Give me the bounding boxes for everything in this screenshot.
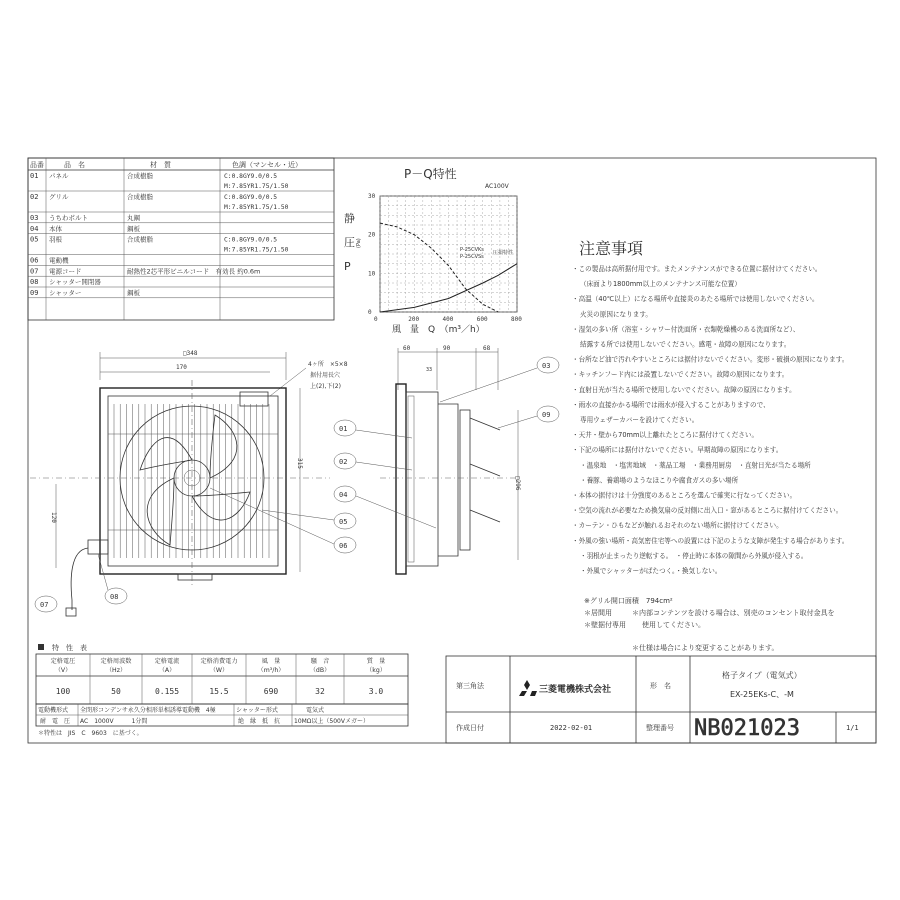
pq-y-tick: 10 xyxy=(368,270,376,278)
spec-header: 質 量 xyxy=(366,658,386,665)
parts-row-material: 耐熱性2芯平形ビニルコード 有効長 約0.6m xyxy=(127,267,261,276)
parts-row-material: 鋼板 xyxy=(127,224,140,233)
parts-row-name: 電源コード xyxy=(49,267,82,276)
pq-x-tick: 400 xyxy=(442,316,454,323)
parts-row-material: 合成樹脂 xyxy=(127,235,153,244)
parts-row-color: M:7.85YR1.75/1.50 xyxy=(224,183,289,190)
notes-line: ・キッチンフード内には設置しないでください。故障の原因になります。 xyxy=(572,370,789,379)
spec-footnote: ＊特性は JIS C 9603 に基づく。 xyxy=(38,730,143,737)
pq-chart xyxy=(344,166,522,335)
dim-height: □296 xyxy=(514,476,521,491)
drawing-label: 整理番号 xyxy=(646,724,674,732)
pq-curve-label-1: P-25CVKs xyxy=(460,247,484,253)
dim-33: 33 xyxy=(426,367,433,373)
callout-06: 06 xyxy=(339,542,348,550)
spec-value: 100 xyxy=(55,687,71,696)
hole-note-1: 4ヶ所 ×5×8 xyxy=(308,361,348,368)
notes-line: ・高温（40℃以上）になる場所や直接炎のあたる場所では使用しないでください。 xyxy=(572,295,819,304)
hole-note-2: 据付用長穴 xyxy=(310,372,341,379)
title-block xyxy=(446,656,876,743)
parts-row-no: 02 xyxy=(30,193,39,201)
pq-x-tick: 0 xyxy=(374,316,378,323)
notes-residential-note: ＊内部コンテンツを設ける場合は、別売のコンセント取付金具を xyxy=(632,609,835,617)
parts-row-no: 07 xyxy=(30,267,39,276)
power-cord xyxy=(71,548,88,610)
dim-90: 90 xyxy=(443,345,451,352)
front-view xyxy=(30,350,348,616)
parts-header-material: 材 質 xyxy=(150,161,171,169)
parts-row-name: シャッター開閉器 xyxy=(49,278,101,287)
parts-row-color: M:7.85YR1.75/1.50 xyxy=(224,246,289,254)
parts-row-color: M:7.85YR1.75/1.50 xyxy=(224,204,289,211)
projection: 第三角法 xyxy=(456,682,484,690)
notes-grille-area: ※グリル開口面積 794cm² xyxy=(584,597,673,605)
motor-label: 電動機形式 xyxy=(38,707,69,714)
spec-unit: （m³/h） xyxy=(257,667,285,674)
spec-value: 0.155 xyxy=(154,687,180,696)
sheet-number: 1/1 xyxy=(846,724,859,732)
parts-row-material: 合成樹脂 xyxy=(127,172,153,180)
notes-line: ・この製品は高所据付用です。またメンテナンスができる位置に据付けてください。 xyxy=(572,265,822,273)
callout-09: 09 xyxy=(542,411,551,419)
notes-wall-b: 使用してください。 xyxy=(642,621,705,629)
spec-value: 32 xyxy=(315,687,325,696)
spec-header: 風 量 xyxy=(261,658,281,665)
notes-line: ・外風の強い場所・高気密住宅等への設置には下記のような支障が発生する場合があります。 xyxy=(572,536,849,545)
notes-line: （床面より1800mm以上のメンテナンス可能な位置） xyxy=(580,280,741,289)
parts-row-color: C:0.8GY9.0/0.5 xyxy=(224,173,278,180)
mitsubishi-logo-icon xyxy=(519,680,537,696)
spec-unit: （dB） xyxy=(309,667,331,674)
parts-header-color: 色調（マンセル・近） xyxy=(232,161,302,169)
pq-plot xyxy=(368,193,522,323)
pq-x-tick: 800 xyxy=(511,316,522,323)
spec-unit: （V） xyxy=(54,667,72,674)
parts-row-color: C:0.8GY9.0/0.5 xyxy=(224,236,278,244)
dim-170: 170 xyxy=(176,364,187,371)
notes-line: ・雨水の直接かかる場所では雨水が侵入することがありますので、 xyxy=(572,400,770,409)
withstand-label: 耐 電 圧 xyxy=(40,718,71,725)
dim-left: 120 xyxy=(50,512,57,523)
notes-line: 専用ウェザーカバーを設けてください。 xyxy=(580,416,699,424)
parts-row-name: 羽根 xyxy=(49,235,62,244)
pq-x-tick: 600 xyxy=(476,316,488,323)
pq-y-tick: 20 xyxy=(368,231,376,239)
parts-row-no: 01 xyxy=(30,172,39,180)
side-view xyxy=(380,345,521,574)
pq-title: P－Q特性 xyxy=(404,167,457,181)
parts-row-no: 09 xyxy=(30,289,39,297)
spec-header: 定格周波数 xyxy=(100,658,132,665)
pq-ylabel-1: 静 xyxy=(344,212,355,225)
notes-wall-a: ＊壁据付専用 xyxy=(584,621,626,629)
callout-07: 07 xyxy=(40,601,49,609)
notes-lines xyxy=(572,264,848,575)
parts-header-no: 品番 xyxy=(30,161,44,169)
spec-value: 15.5 xyxy=(209,687,229,696)
parts-row-no: 05 xyxy=(30,235,39,244)
spec-unit: （W） xyxy=(209,667,229,674)
fan-blade xyxy=(210,415,237,478)
spec-title: 特 性 表 xyxy=(52,644,87,652)
pq-x-tick: 200 xyxy=(408,316,420,323)
callout-08: 08 xyxy=(110,593,119,601)
parts-row-name: パネル xyxy=(49,172,69,180)
dim-top: □348 xyxy=(183,350,198,357)
pq-y-tick: 0 xyxy=(368,309,372,316)
parts-row-name: グリル xyxy=(49,193,69,201)
notes-line: ・台所など油で汚れやすいところには据付けないでください。変形・破損の原因になります。 xyxy=(572,355,849,364)
pq-curve-label-2: P-25CVSs xyxy=(460,254,484,260)
company-name: 三菱電機株式会社 xyxy=(539,685,612,695)
spec-header: 定格電流 xyxy=(154,658,180,665)
pq-ylabel-2: 圧 xyxy=(344,236,355,249)
pq-supply: AC100V xyxy=(485,183,509,190)
notes-line: 火災の原因になります。 xyxy=(580,310,653,319)
model-name: EX-25EKs-C、-M xyxy=(730,690,794,699)
spec-table xyxy=(36,643,408,737)
parts-row-no: 04 xyxy=(30,224,39,233)
notes-line: ・養豚、養鶏場のようなほこりや腐食ガスの多い場所 xyxy=(580,476,739,485)
parts-header-name: 品 名 xyxy=(64,161,85,169)
product-type: 格子タイプ（電気式） xyxy=(722,671,802,680)
parts-row-name: うちわボルト xyxy=(49,214,88,222)
drawing-number: NB021023 xyxy=(694,716,800,741)
parts-row-material: 鋼板 xyxy=(127,289,140,297)
spec-unit: （kg） xyxy=(366,667,386,674)
dim-60: 60 xyxy=(403,345,411,352)
name-label: 形 名 xyxy=(650,682,671,690)
spec-header: 定格消費電力 xyxy=(200,658,238,665)
pq-xlabel: 風 量 Q （m³／h） xyxy=(392,325,485,335)
parts-rows xyxy=(28,171,334,298)
withstand-value: AC 1000V 1分間 xyxy=(80,718,148,725)
parts-row-name: 本体 xyxy=(49,224,62,233)
notes-line: ・羽根が止まったり逆転する。 ・停止時に本体の隙間から外風が侵入する。 xyxy=(580,551,808,560)
notes-title: 注意事項 xyxy=(579,239,644,258)
pq-yunit: (Pa) xyxy=(356,238,362,248)
notes-line: ・カーテン・ひもなどが触れるおそれのない場所に据付けてください。 xyxy=(572,521,783,530)
spec-unit: （A） xyxy=(158,667,176,674)
pq-ylabel-3: P xyxy=(344,260,351,273)
spec-header: 騒 音 xyxy=(310,658,330,665)
notes-line: ・温泉地 ・塩害地域 ・薬品工場 ・業務用厨房 ・直射日光が当たる場所 xyxy=(580,461,811,470)
fan-blade xyxy=(140,438,192,470)
callout-04: 04 xyxy=(339,491,348,499)
parts-row-no: 08 xyxy=(30,278,39,287)
callout-02: 02 xyxy=(339,458,348,466)
parts-row-material: 合成樹脂 xyxy=(127,193,153,201)
notes-spec-change: ＊仕様は場合により変更することがあります。 xyxy=(632,644,779,652)
notes-line: ・空気の流れが必要なため換気扇の反対側に出入口・窓があるところに据付けてください。 xyxy=(572,506,843,515)
pq-curve-label-right: 圧損特性 xyxy=(493,250,514,256)
callout-05: 05 xyxy=(339,518,348,526)
notes xyxy=(572,239,848,652)
spec-value: 3.0 xyxy=(368,687,384,696)
spec-value: 690 xyxy=(263,687,279,696)
spec-header: 定格電圧 xyxy=(50,658,76,665)
dim-68: 68 xyxy=(483,345,491,352)
insulation-label: 絶 縁 抵 抗 xyxy=(238,718,281,725)
spec-unit: （Hz） xyxy=(105,667,127,674)
pq-series-line xyxy=(380,223,498,312)
parts-row-no: 03 xyxy=(30,214,39,222)
dim-right: 315 xyxy=(296,458,303,469)
date-label: 作成日付 xyxy=(456,724,484,732)
parts-table xyxy=(28,158,334,320)
notes-line: ・本体の据付けは十分強度のあるところを選んで確実に行なってください。 xyxy=(572,491,797,500)
parts-row-material: 丸鋼 xyxy=(127,214,140,222)
date-value: 2022-02-01 xyxy=(550,724,593,732)
parts-row-name: 電動機 xyxy=(49,256,69,265)
callout-03: 03 xyxy=(542,362,551,370)
pq-y-tick: 30 xyxy=(368,193,376,200)
shutter-label: シャッター形式 xyxy=(236,707,278,714)
notes-line: 結露する所では使用しないでください。感電・故障の原因になります。 xyxy=(580,340,791,349)
motor-value: 全閉形コンデンサ永久分相形単相誘導電動機 4極 xyxy=(80,707,216,714)
notes-residential: ＊居間用 xyxy=(584,609,612,617)
parts-row-color: C:0.8GY9.0/0.5 xyxy=(224,194,278,201)
hole-note-3: 上(2),下(2) xyxy=(310,383,341,390)
notes-line: ・湿気の多い所（浴室・シャワー付洗面所・衣類乾燥機のある洗面所など）、 xyxy=(572,325,800,334)
shutter-value: 電気式 xyxy=(306,707,325,714)
parts-row-no: 06 xyxy=(30,256,39,265)
callout-01: 01 xyxy=(339,425,348,433)
notes-line: ・天井・壁から70mm以上離れたところに据付けてください。 xyxy=(572,431,759,440)
insulation-value: 10MΩ以上（500Vメガー） xyxy=(294,718,369,725)
grille-bars xyxy=(108,404,278,558)
spec-columns xyxy=(51,654,386,704)
notes-line: ・外風でシャッターがばたつく。・換気しない。 xyxy=(580,567,722,575)
notes-line: ・直射日光が当たる場所で使用しないでください。故障の原因になります。 xyxy=(572,385,796,394)
notes-line: ・下記の場所には据付けないでください。早期故障の原因になります。 xyxy=(572,446,783,455)
spec-value: 50 xyxy=(111,687,121,696)
parts-row-name: シャッター xyxy=(49,289,82,297)
panel-outline xyxy=(100,388,286,574)
